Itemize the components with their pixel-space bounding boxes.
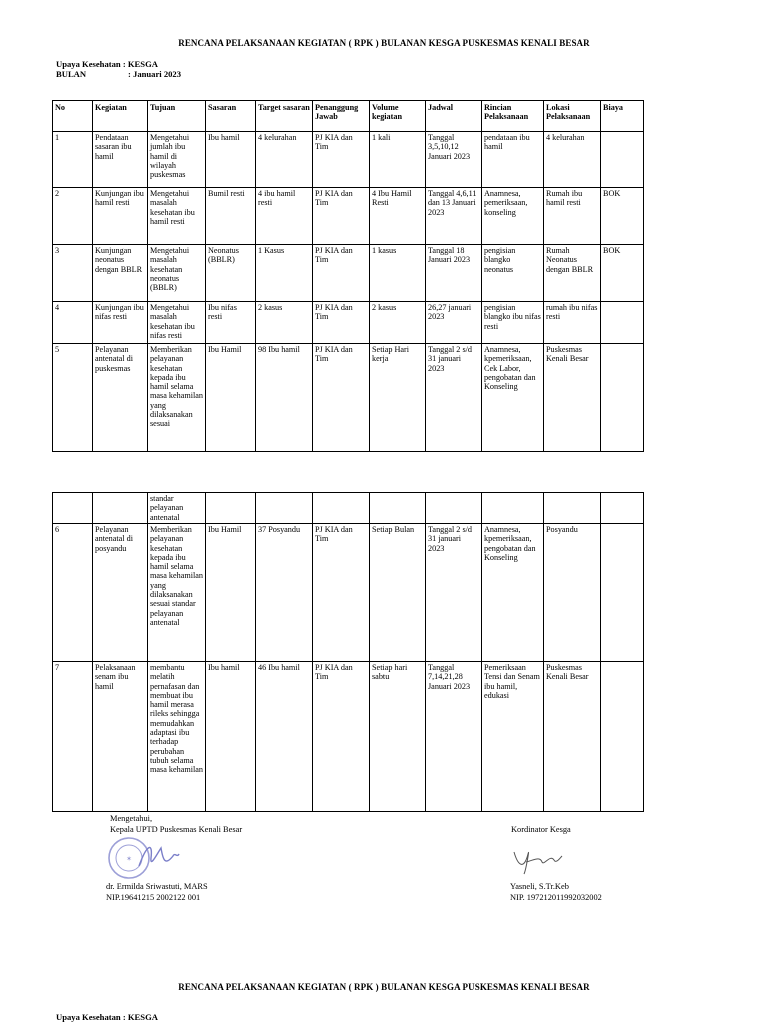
header-cell: Lokasi Pelaksanaan — [544, 101, 601, 132]
cell-volume: 4 Ibu Hamil Resti — [370, 188, 426, 245]
cell-rincian: Anamnesa, kpemeriksaan, pengobatan dan Konseling — [482, 524, 544, 662]
left-signatory-name: dr. Ermilda Sriwastuti, MARS — [106, 882, 208, 891]
left-signatory — [106, 882, 208, 903]
upaya-label: Upaya Kesehatan — [56, 1012, 121, 1022]
cell-rincian: pengisian blangko neonatus — [482, 245, 544, 302]
cell-lokasi: Posyandu — [544, 524, 601, 662]
table-header-row — [53, 101, 644, 132]
cell-jadwal: Tanggal 18 Januari 2023 — [426, 245, 482, 302]
upaya-label: Upaya Kesehatan — [56, 59, 121, 69]
cell-kegiatan: Pelayanan antenatal di puskesmas — [93, 344, 148, 452]
cell-kegiatan: Pelayanan antenatal di posyandu — [93, 524, 148, 662]
cell-no: 6 — [53, 524, 93, 662]
cell-rincian: Anamnesa, kpemeriksaan, Cek Labor, pengobatan dan Konseling — [482, 344, 544, 452]
table-row — [53, 245, 644, 302]
cell-tujuan: Mengetahui jumlah ibu hamil di wilayah puskesmas — [148, 132, 206, 188]
table-row — [53, 524, 644, 662]
cell-kegiatan: Kunjungan neonatus dengan BBLR — [93, 245, 148, 302]
cell-no: 3 — [53, 245, 93, 302]
cell-tujuan: standar pelayanan antenatal — [148, 493, 206, 524]
cell-kegiatan: Pelaksanaan senam ibu hamil — [93, 662, 148, 812]
cell-volume: 1 kali — [370, 132, 426, 188]
cell-jadwal: Tanggal 2 s/d 31 januari 2023 — [426, 344, 482, 452]
cell-jadwal: Tanggal 4,6,11 dan 13 Januari 2023 — [426, 188, 482, 245]
left-signature-block — [110, 814, 242, 835]
cell-rincian: Anamnesa, pemeriksaan, konseling — [482, 188, 544, 245]
header-cell: Penanggung Jawab — [313, 101, 370, 132]
cell-biaya — [601, 524, 644, 662]
bulan-line: BULAN : Januari 2023 — [56, 69, 182, 79]
right-signatory-nip: NIP. 197212011992032002 — [510, 892, 602, 902]
cell-biaya — [601, 662, 644, 812]
signature-icon — [508, 840, 568, 876]
table-row — [53, 188, 644, 245]
cell-tujuan: Memberikan pelayanan kesehatan kepada ibu hamil selama masa kehamilan yang dilaksanakan sesuai — [148, 344, 206, 452]
cell-lokasi: Puskesmas Kenali Besar — [544, 344, 601, 452]
header-cell: Jadwal — [426, 101, 482, 132]
cell-kegiatan: Kunjungan ibu hamil resti — [93, 188, 148, 245]
cell-no: 5 — [53, 344, 93, 452]
header-cell: Tujuan — [148, 101, 206, 132]
cell-sasaran: Bumil resti — [206, 188, 256, 245]
cell-lokasi: rumah ibu nifas resti — [544, 302, 601, 344]
cell-sasaran — [206, 493, 256, 524]
right-signatory-name: Yasneli, S.Tr.Keb — [510, 882, 569, 891]
upaya-line-next: Upaya Kesehatan : KESGA — [56, 1012, 158, 1022]
cell-kegiatan: Kunjungan ibu nifas resti — [93, 302, 148, 344]
svg-text:✶: ✶ — [126, 855, 132, 863]
cell-no: 7 — [53, 662, 93, 812]
cell-lokasi: Rumah ibu hamil resti — [544, 188, 601, 245]
header-cell: Rincian Pelaksanaan — [482, 101, 544, 132]
bulan-label: BULAN — [56, 69, 87, 79]
cell-target: 46 Ibu hamil — [256, 662, 313, 812]
cell-tujuan: membantu melatih pernafasan dan membuat ibu hamil merasa rileks sehingga memudahkan adaptasi ibu terhadap perubahan tubuh selama masa kehamilan — [148, 662, 206, 812]
cell-volume: 1 kasus — [370, 245, 426, 302]
rpk-table-page2 — [52, 492, 644, 812]
cell-sasaran: Neonatus (BBLR) — [206, 245, 256, 302]
cell-target — [256, 493, 313, 524]
cell-rincian: pengisian blangko ibu nifas resti — [482, 302, 544, 344]
table-row — [53, 302, 644, 344]
cell-sasaran: Ibu hamil — [206, 132, 256, 188]
cell-kegiatan — [93, 493, 148, 524]
cell-volume: Setiap hari sabtu — [370, 662, 426, 812]
cell-jadwal: Tanggal 3,5,10,12 Januari 2023 — [426, 132, 482, 188]
cell-lokasi: Rumah Neonatus dengan BBLR — [544, 245, 601, 302]
cell-tujuan: Mengetahui masalah kesehatan ibu hamil resti — [148, 188, 206, 245]
right-signatory — [510, 882, 602, 903]
right-signature-title: Kordinator Kesga — [511, 825, 571, 834]
stamp-icon — [103, 836, 185, 880]
header-cell: Volume kegiatan — [370, 101, 426, 132]
head-title: Kepala UPTD Puskesmas Kenali Besar — [110, 824, 243, 834]
cell-pj: PJ KIA dan Tim — [313, 344, 370, 452]
cell-lokasi: Puskesmas Kenali Besar — [544, 662, 601, 812]
cell-jadwal: 26,27 januari 2023 — [426, 302, 482, 344]
cell-rincian — [482, 493, 544, 524]
header-cell: Sasaran — [206, 101, 256, 132]
table-row — [53, 493, 644, 524]
cell-pj — [313, 493, 370, 524]
cell-no — [53, 493, 93, 524]
cell-pj: PJ KIA dan Tim — [313, 132, 370, 188]
cell-no: 1 — [53, 132, 93, 188]
header-cell: Biaya — [601, 101, 644, 132]
cell-sasaran: Ibu hamil — [206, 662, 256, 812]
cell-target: 1 Kasus — [256, 245, 313, 302]
cell-rincian: Pemeriksaan Tensi dan Senam ibu hamil, edukasi — [482, 662, 544, 812]
cell-pj: PJ KIA dan Tim — [313, 245, 370, 302]
cell-target: 2 kasus — [256, 302, 313, 344]
table-row — [53, 132, 644, 188]
cell-lokasi: 4 kelurahan — [544, 132, 601, 188]
cell-jadwal: Tanggal 7,14,21,28 Januari 2023 — [426, 662, 482, 812]
left-signatory-nip: NIP.19641215 2002122 001 — [106, 892, 201, 902]
cell-pj: PJ KIA dan Tim — [313, 302, 370, 344]
cell-sasaran: Ibu Hamil — [206, 524, 256, 662]
cell-volume: 2 kasus — [370, 302, 426, 344]
cell-jadwal — [426, 493, 482, 524]
page-title: RENCANA PELAKSANAAN KEGIATAN ( RPK ) BULANAN KESGA PUSKESMAS KENALI BESAR — [178, 38, 590, 48]
cell-biaya: BOK — [601, 245, 644, 302]
header-cell: No — [53, 101, 93, 132]
cell-biaya — [601, 493, 644, 524]
cell-biaya — [601, 344, 644, 452]
header-cell: Kegiatan — [93, 101, 148, 132]
cell-sasaran: Ibu nifas resti — [206, 302, 256, 344]
upaya-value: KESGA — [127, 59, 158, 69]
cell-pj: PJ KIA dan Tim — [313, 524, 370, 662]
cell-volume — [370, 493, 426, 524]
cell-volume: Setiap Hari kerja — [370, 344, 426, 452]
cell-pj: PJ KIA dan Tim — [313, 662, 370, 812]
cell-target: 98 Ibu hamil — [256, 344, 313, 452]
cell-target: 4 kelurahan — [256, 132, 313, 188]
cell-tujuan: Mengetahui masalah kesehatan ibu nifas resti — [148, 302, 206, 344]
cell-rincian: pendataan ibu hamil — [482, 132, 544, 188]
table-row — [53, 344, 644, 452]
cell-volume: Setiap Bulan — [370, 524, 426, 662]
cell-no: 2 — [53, 188, 93, 245]
cell-tujuan: Mengetahui masalah kesehatan neonatus (BBLR) — [148, 245, 206, 302]
page-title-next: RENCANA PELAKSANAAN KEGIATAN ( RPK ) BULANAN KESGA PUSKESMAS KENALI BESAR — [178, 982, 590, 992]
cell-tujuan: Memberikan pelayanan kesehatan kepada ibu hamil selama masa kehamilan yang dilaksanakan sesuai standar pelayanan antenatal — [148, 524, 206, 662]
cell-kegiatan: Pendataan sasaran ibu hamil — [93, 132, 148, 188]
cell-no: 4 — [53, 302, 93, 344]
cell-lokasi — [544, 493, 601, 524]
cell-biaya — [601, 302, 644, 344]
cell-jadwal: Tanggal 2 s/d 31 januari 2023 — [426, 524, 482, 662]
bulan-value: Januari 2023 — [133, 69, 182, 79]
upaya-value: KESGA — [127, 1012, 158, 1022]
rpk-table-page1 — [52, 100, 644, 452]
acknowledge-label: Mengetahui, — [110, 814, 153, 823]
cell-sasaran: Ibu Hamil — [206, 344, 256, 452]
cell-target: 4 ibu hamil resti — [256, 188, 313, 245]
table-row — [53, 662, 644, 812]
signature-icon — [139, 848, 179, 866]
cell-target: 37 Posyandu — [256, 524, 313, 662]
cell-biaya — [601, 132, 644, 188]
header-cell: Target sasaran — [256, 101, 313, 132]
upaya-line: Upaya Kesehatan : KESGA — [56, 59, 158, 69]
cell-pj: PJ KIA dan Tim — [313, 188, 370, 245]
cell-biaya: BOK — [601, 188, 644, 245]
